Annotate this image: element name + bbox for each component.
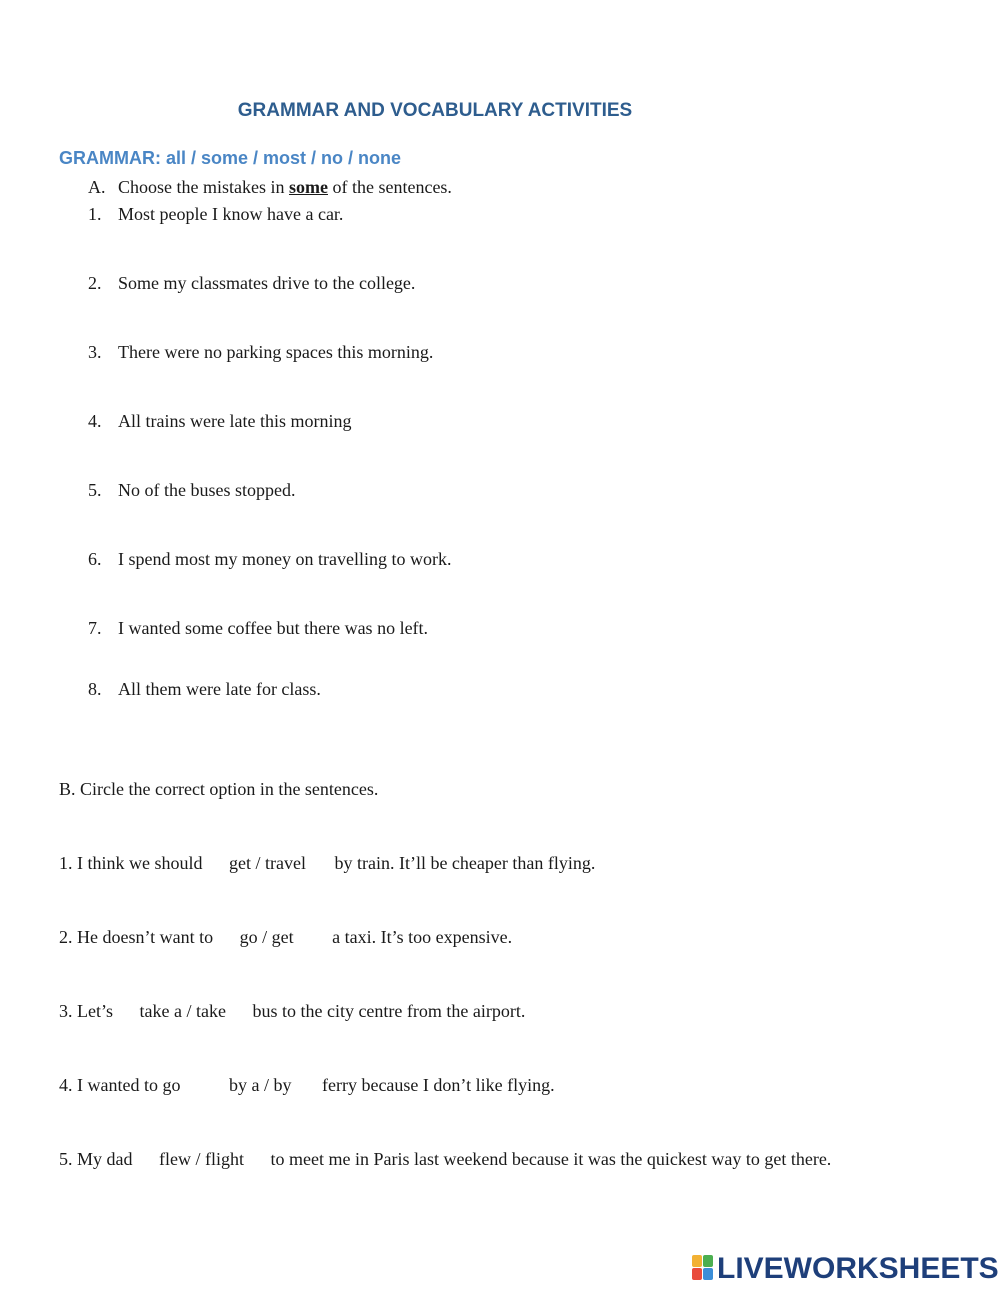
- item-number: 3.: [88, 342, 102, 362]
- sentence-before: 4. I wanted to go: [59, 1075, 181, 1095]
- item-text: No of the buses stopped.: [118, 480, 296, 500]
- sentence-before: 2. He doesn’t want to: [59, 927, 214, 947]
- sentence-before: 3. Let’s: [59, 1001, 113, 1021]
- option-choice[interactable]: get / travel: [229, 853, 306, 873]
- item-text: I spend most my money on travelling to work.: [118, 549, 452, 569]
- item-number: 5.: [88, 480, 102, 500]
- page-title: GRAMMAR AND VOCABULARY ACTIVITIES: [237, 100, 633, 121]
- sentence-row: [59, 853, 595, 874]
- sentence-before: 5. My dad: [59, 1149, 133, 1169]
- logo-blocks-icon: [692, 1255, 714, 1281]
- list-item: [88, 480, 295, 501]
- item-number: 2.: [88, 273, 102, 293]
- item-text: I wanted some coffee but there was no left.: [118, 618, 429, 638]
- item-text: All them were late for class.: [118, 679, 321, 699]
- option-choice[interactable]: by a / by: [228, 1075, 292, 1095]
- instruction-before: Choose the mistakes in: [118, 177, 289, 197]
- sentence-before: 1. I think we should: [59, 853, 203, 873]
- list-item: [88, 679, 321, 700]
- item-text: All trains were late this morning: [118, 411, 352, 431]
- item-number: 6.: [88, 549, 102, 569]
- list-item: [88, 342, 433, 363]
- sentence-row: [59, 1075, 555, 1096]
- option-choice[interactable]: take a / take: [139, 1001, 226, 1021]
- section-a-instruction: [88, 177, 452, 198]
- list-item: [88, 204, 343, 225]
- item-text: Some my classmates drive to the college.: [118, 273, 416, 293]
- grammar-heading: GRAMMAR: all / some / most / no / none: [59, 148, 402, 168]
- section-b-instruction: B. Circle the correct option in the sentences.: [59, 779, 379, 799]
- list-item: [88, 618, 428, 639]
- logo-text: LIVEWORKSHEETS: [717, 1252, 999, 1285]
- sentence-after: a taxi. It’s too expensive.: [332, 927, 513, 947]
- option-choice[interactable]: flew / flight: [159, 1149, 244, 1169]
- sentence-after: ferry because I don’t like flying.: [321, 1075, 555, 1095]
- list-item: [88, 273, 415, 294]
- section-a-label: A.: [88, 177, 106, 197]
- list-item: [88, 411, 351, 432]
- item-number: 1.: [88, 204, 102, 224]
- item-text: There were no parking spaces this morning.: [118, 342, 434, 362]
- item-number: 7.: [88, 618, 102, 638]
- instruction-emphasis: some: [288, 177, 328, 197]
- sentence-row: [59, 1001, 525, 1022]
- item-number: 4.: [88, 411, 102, 431]
- item-text: Most people I know have a car.: [118, 204, 344, 224]
- option-choice[interactable]: go / get: [239, 927, 294, 947]
- sentence-after: by train. It’ll be cheaper than flying.: [334, 853, 596, 873]
- sentence-row: [59, 1149, 831, 1170]
- list-item: [88, 549, 451, 570]
- item-number: 8.: [88, 679, 102, 699]
- sentence-row: [59, 927, 512, 948]
- liveworksheets-logo: [692, 1252, 999, 1286]
- instruction-after: of the sentences.: [327, 177, 452, 197]
- sentence-after: to meet me in Paris last weekend because it was the quickest way to get there.: [270, 1149, 832, 1169]
- sentence-after: bus to the city centre from the airport.: [252, 1001, 526, 1021]
